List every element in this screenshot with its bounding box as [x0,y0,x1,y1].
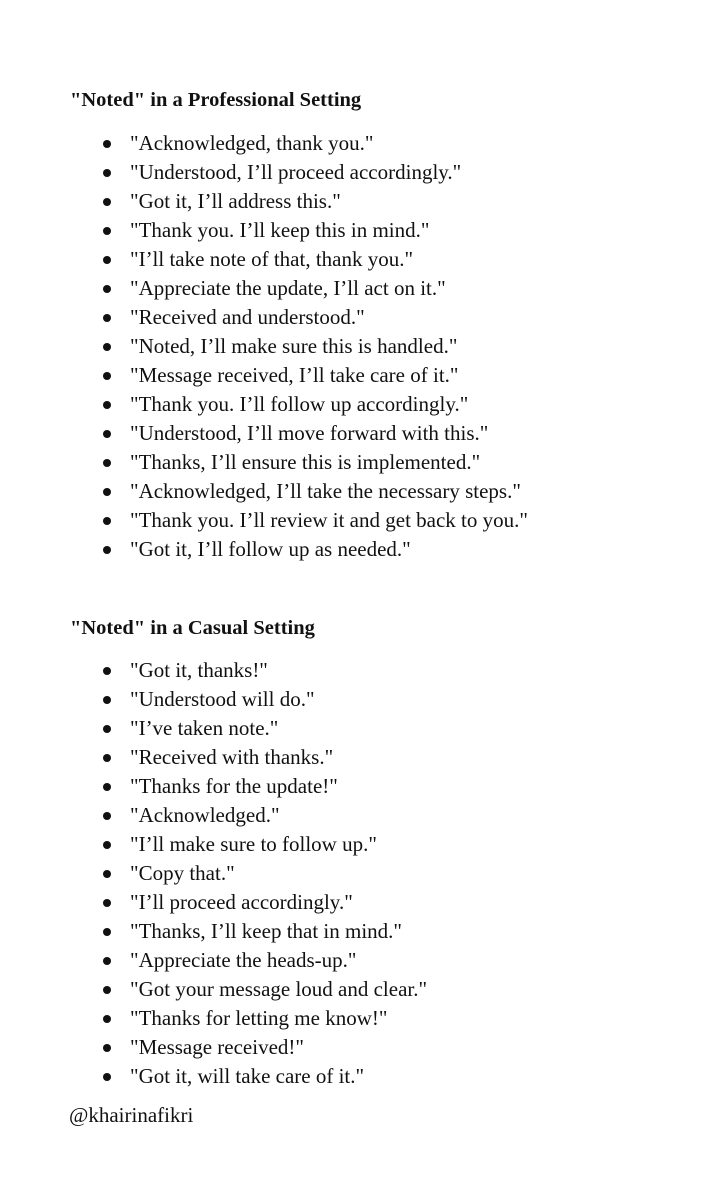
bullet-icon [103,841,111,849]
phrase-text: "Got it, thanks!" [130,658,268,682]
professional-section-title: "Noted" in a Professional Setting [70,89,362,111]
bullet-icon [103,986,111,994]
bullet-icon [103,401,111,409]
phrase-text: "I’ll take note of that, thank you." [130,247,414,271]
bullet-icon [103,899,111,907]
bullet-icon [103,957,111,965]
phrase-text: "Copy that." [130,861,235,885]
bullet-icon [103,783,111,791]
phrase-text: "I’ll proceed accordingly." [130,890,353,914]
bullet-icon [103,285,111,293]
phrase-text: "Acknowledged." [130,803,280,827]
bullet-icon [103,928,111,936]
bullet-icon [103,169,111,177]
phrase-text: "Message received, I’ll take care of it." [130,363,459,387]
phrase-text: "Acknowledged, I’ll take the necessary steps." [130,479,521,503]
phrase-text: "Got it, I’ll follow up as needed." [130,537,411,561]
bullet-icon [103,517,111,525]
phrase-text: "Acknowledged, thank you." [130,131,374,155]
phrase-text: "Thanks for the update!" [130,774,338,798]
author-handle: @khairinafikri [69,1103,194,1127]
bullet-icon [103,1015,111,1023]
phrase-text: "Understood will do." [130,687,315,711]
phrase-text: "Thank you. I’ll follow up accordingly." [130,392,469,416]
bullet-icon [103,140,111,148]
bullet-icon [103,198,111,206]
phrase-text: "Thanks, I’ll ensure this is implemented." [130,450,481,474]
phrase-text: "Understood, I’ll move forward with this." [130,421,489,445]
bullet-icon [103,1044,111,1052]
phrase-text: "Got it, will take care of it." [130,1064,365,1088]
phrase-text: "I’ll make sure to follow up." [130,832,377,856]
phrase-text: "Thank you. I’ll keep this in mind." [130,218,430,242]
phrase-text: "Appreciate the update, I’ll act on it." [130,276,446,300]
phrase-text: "Message received!" [130,1035,304,1059]
phrase-text: "Received and understood." [130,305,365,329]
bullet-icon [103,1073,111,1081]
bullet-icon [103,372,111,380]
phrase-text: "Noted, I’ll make sure this is handled." [130,334,458,358]
phrase-text: "Appreciate the heads-up." [130,948,357,972]
bullet-icon [103,343,111,351]
bullet-icon [103,546,111,554]
bullet-icon [103,812,111,820]
phrase-text: "Received with thanks." [130,745,334,769]
bullet-icon [103,488,111,496]
bullet-icon [103,667,111,675]
phrase-text: "Thanks, I’ll keep that in mind." [130,919,403,943]
phrase-text: "Thanks for letting me know!" [130,1006,388,1030]
bullet-icon [103,725,111,733]
bullet-icon [103,870,111,878]
phrase-text: "Got it, I’ll address this." [130,189,341,213]
phrase-text: "Got your message loud and clear." [130,977,428,1001]
bullet-icon [103,696,111,704]
bullet-icon [103,754,111,762]
bullet-icon [103,459,111,467]
bullet-icon [103,314,111,322]
phrase-text: "I’ve taken note." [130,716,279,740]
bullet-icon [103,430,111,438]
bullet-icon [103,227,111,235]
bullet-icon [103,256,111,264]
casual-section-title: "Noted" in a Casual Setting [70,617,315,639]
phrase-text: "Thank you. I’ll review it and get back to you." [130,508,528,532]
phrase-text: "Understood, I’ll proceed accordingly." [130,160,462,184]
